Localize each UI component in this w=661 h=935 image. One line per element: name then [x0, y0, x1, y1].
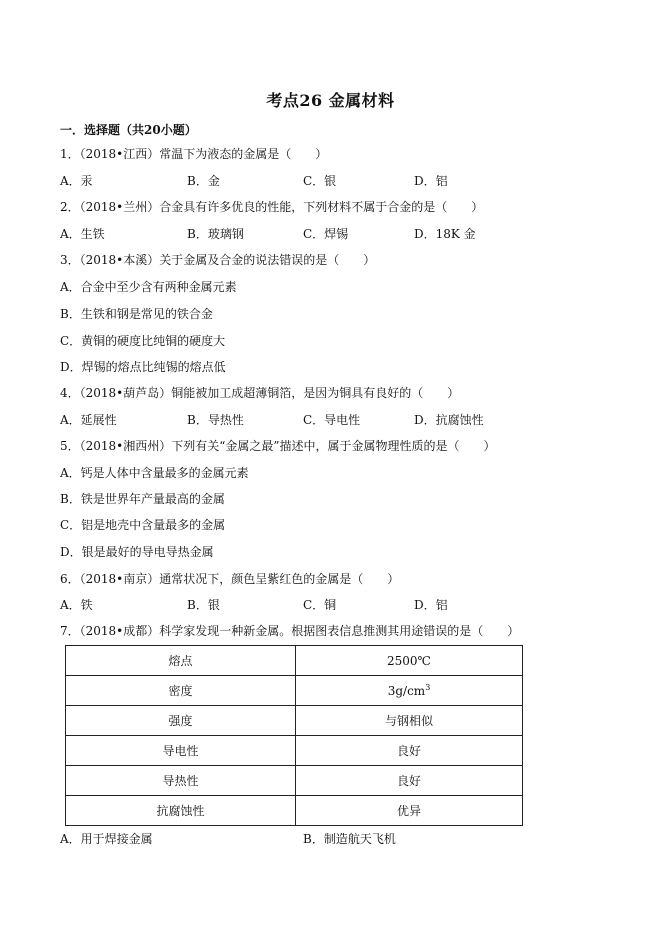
- page-title: 考点26 金属材料: [266, 91, 395, 110]
- question-2-stem: 2．（2018•兰州）合金具有许多优良的性能，下列材料不属于合金的是（ ）: [60, 200, 484, 214]
- property-name: 导热性: [66, 766, 296, 796]
- question-1-option-d: D．铝: [414, 174, 448, 188]
- question-6-option-a: A．铁: [60, 598, 93, 612]
- table-row: [66, 736, 523, 766]
- question-1-option-c: C．银: [303, 174, 337, 188]
- question-3-option-a: A．合金中至少含有两种金属元素: [60, 280, 237, 294]
- question-5-option-a: A．钙是人体中含量最多的金属元素: [60, 466, 249, 480]
- property-name: 强度: [66, 706, 296, 736]
- property-value: 良好: [296, 736, 523, 766]
- question-3-option-c: C．黄铜的硬度比纯铜的硬度大: [60, 334, 226, 348]
- property-name: 抗腐蚀性: [66, 796, 296, 826]
- table-row: [66, 766, 523, 796]
- question-7-option-b: B．制造航天飞机: [303, 832, 396, 846]
- question-6-option-b: B．银: [187, 598, 220, 612]
- table-row: [66, 796, 523, 826]
- section-heading: 一．选择题（共20小题）: [60, 123, 197, 137]
- question-2-option-c: C．焊锡: [303, 227, 349, 241]
- question-3-stem: 3．（2018•本溪）关于金属及合金的说法错误的是（ ）: [60, 253, 376, 267]
- question-4-option-a: A．延展性: [60, 413, 117, 427]
- density-exponent: 3: [425, 683, 431, 692]
- question-3-option-b: B．生铁和钢是常见的铁合金: [60, 307, 213, 321]
- property-value: [296, 676, 523, 706]
- question-2-option-d: D．18K 金: [414, 227, 476, 241]
- question-4-option-d: D．抗腐蚀性: [414, 413, 484, 427]
- question-1-option-b: B．金: [187, 174, 220, 188]
- question-6-option-d: D．铝: [414, 598, 448, 612]
- density-value: 3g/cm: [387, 684, 426, 698]
- property-name: 密度: [66, 676, 296, 706]
- question-4-stem: 4．（2018•葫芦岛）铜能被加工成超薄铜箔，是因为铜具有良好的（ ）: [60, 386, 460, 400]
- table-row: [66, 646, 523, 676]
- question-5-stem: 5．（2018•湘西州）下列有关“金属之最”描述中，属于金属物理性质的是（ ）: [60, 439, 496, 453]
- question-4-option-b: B．导热性: [187, 413, 244, 427]
- question-1-stem: 1．（2018•江西）常温下为液态的金属是（ ）: [60, 147, 328, 161]
- question-2-option-b: B．玻璃钢: [187, 227, 244, 241]
- property-value: 与钢相似: [296, 706, 523, 736]
- table-row: [66, 676, 523, 706]
- property-value: 良好: [296, 766, 523, 796]
- question-5-option-b: B．铁是世界年产量最高的金属: [60, 492, 225, 506]
- question-7-stem: 7．（2018•成都）科学家发现一种新金属。根据图表信息推测其用途错误的是（ ）: [60, 624, 520, 638]
- question-3-option-d: D．焊锡的熔点比纯锡的熔点低: [60, 360, 226, 374]
- property-value: 2500℃: [296, 646, 523, 676]
- property-value: 优异: [296, 796, 523, 826]
- property-table: [65, 645, 523, 826]
- question-7-option-a: A．用于焊接金属: [60, 832, 153, 846]
- question-1-option-a: A．汞: [60, 174, 93, 188]
- question-6-option-c: C．铜: [303, 598, 337, 612]
- property-name: 熔点: [66, 646, 296, 676]
- question-5-option-c: C．铝是地壳中含量最多的金属: [60, 518, 226, 532]
- question-6-stem: 6．（2018•南京）通常状况下，颜色呈紫红色的金属是（ ）: [60, 572, 400, 586]
- table-row: [66, 706, 523, 736]
- property-name: 导电性: [66, 736, 296, 766]
- question-5-option-d: D．银是最好的导电导热金属: [60, 545, 214, 559]
- question-4-option-c: C．导电性: [303, 413, 361, 427]
- question-2-option-a: A．生铁: [60, 227, 105, 241]
